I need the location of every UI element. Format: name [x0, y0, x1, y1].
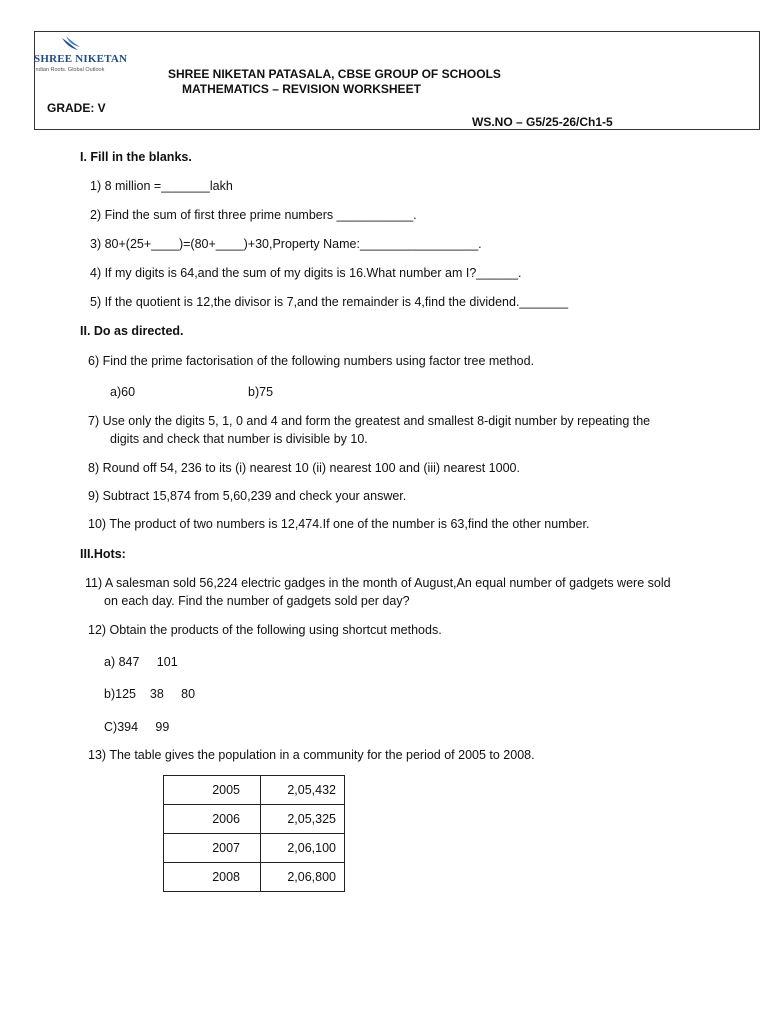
year-cell: 2008: [164, 863, 261, 892]
question-12: 12) Obtain the products of the following using shortcut methods.: [88, 623, 442, 637]
sheet-title: MATHEMATICS – REVISION WORKSHEET: [182, 82, 421, 96]
year-cell: 2007: [164, 834, 261, 863]
table-row: [164, 834, 345, 863]
population-cell: 2,05,432: [261, 776, 345, 805]
logo-name: SHREE NIKETAN: [34, 53, 128, 65]
bird-icon: [60, 36, 82, 54]
population-cell: 2,06,100: [261, 834, 345, 863]
table-row: [164, 776, 345, 805]
population-cell: 2,06,800: [261, 863, 345, 892]
question-6a: a)60: [110, 385, 136, 399]
question-6: 6) Find the prime factorisation of the following numbers using factor tree method.: [88, 354, 535, 368]
question-5: 5) If the quotient is 12,the divisor is 7,and the remainder is 4,find the dividend._______: [90, 295, 569, 309]
question-6b: b)75: [248, 385, 274, 399]
year-cell: 2006: [164, 805, 261, 834]
question-4: 4) If my digits is 64,and the sum of my digits is 16.What number am I?______.: [90, 266, 522, 280]
question-7-line-2: digits and check that number is divisible by 10.: [110, 432, 368, 446]
worksheet-number: WS.NO – G5/25-26/Ch1-5: [472, 115, 613, 129]
section-2-heading: II. Do as directed.: [80, 324, 184, 338]
question-8: 8) Round off 54, 236 to its (i) nearest 10 (ii) nearest 100 and (iii) nearest 1000.: [88, 461, 520, 475]
question-3: 3) 80+(25+____)=(80+____)+30,Property Name:_________________.: [90, 237, 482, 251]
population-cell: 2,05,325: [261, 805, 345, 834]
question-12a: a) 847 101: [104, 655, 178, 669]
question-11-line-2: on each day. Find the number of gadgets sold per day?: [104, 594, 410, 608]
question-12c: C)394 99: [104, 720, 170, 734]
population-table: [163, 775, 345, 892]
table-row: [164, 863, 345, 892]
school-name: SHREE NIKETAN PATASALA, CBSE GROUP OF SCHOOLS: [168, 67, 501, 81]
section-3-heading: III.Hots:: [80, 547, 126, 561]
question-9: 9) Subtract 15,874 from 5,60,239 and check your answer.: [88, 489, 407, 503]
question-1: 1) 8 million =_______lakh: [90, 179, 233, 193]
grade-label: GRADE: V: [47, 101, 106, 115]
school-logo: [34, 36, 144, 80]
logo-tagline: Indian Roots. Global Outlook: [34, 67, 105, 73]
question-11-line-1: 11) A salesman sold 56,224 electric gadges in the month of August,An equal number of gadgets were sold: [85, 576, 671, 590]
question-10: 10) The product of two numbers is 12,474.If one of the number is 63,find the other number.: [88, 517, 590, 531]
question-12b: b)125 38 80: [104, 687, 196, 701]
section-1-heading: I. Fill in the blanks.: [80, 150, 192, 164]
question-7-line-1: 7) Use only the digits 5, 1, 0 and 4 and form the greatest and smallest 8-digit number by repeating the: [88, 414, 651, 428]
year-cell: 2005: [164, 776, 261, 805]
question-2: 2) Find the sum of first three prime numbers ___________.: [90, 208, 417, 222]
question-13: 13) The table gives the population in a community for the period of 2005 to 2008.: [88, 748, 535, 762]
table-row: [164, 805, 345, 834]
